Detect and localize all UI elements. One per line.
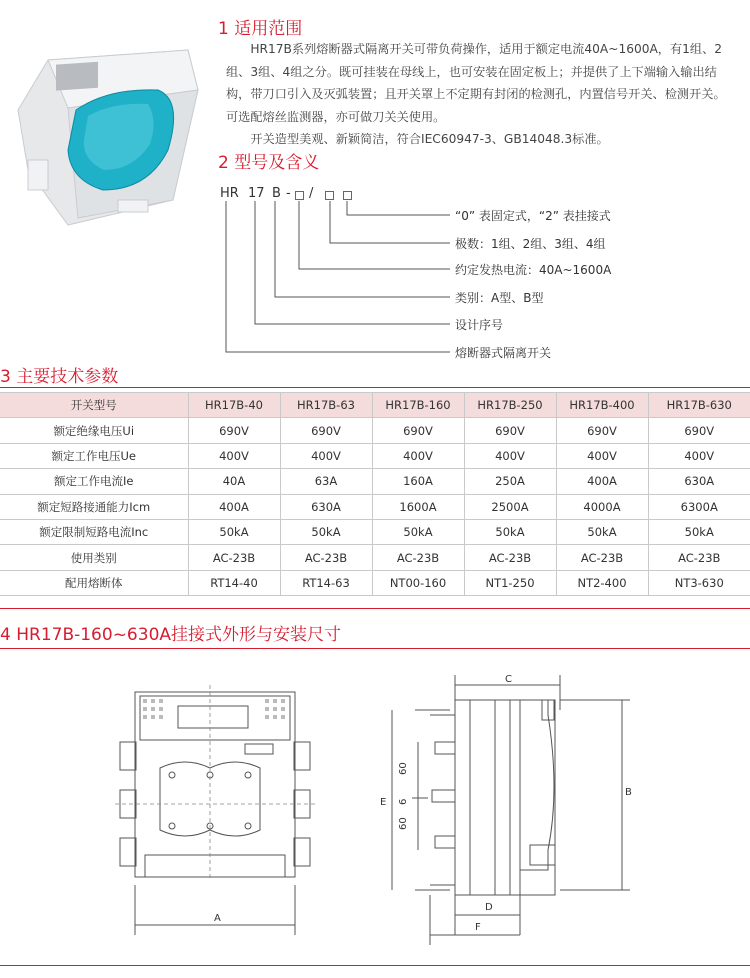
table-cell: 额定工作电压Ue: [0, 443, 188, 468]
section1-paragraph2: 开关造型美观、新颖简洁，符合IEC60947-3、GB14048.3标准。: [250, 132, 609, 146]
dim-label-c: C: [505, 674, 512, 685]
section1-title: 1 适用范围: [218, 19, 303, 39]
table-cell: NT2-400: [556, 570, 648, 595]
table-row: [0, 519, 750, 544]
table-cell: 250A: [464, 469, 556, 494]
legend-poles: 极数：1组、2组、3组、4组: [455, 237, 606, 251]
table-header-cell: HR17B-40: [188, 393, 280, 418]
table-cell: 400V: [464, 443, 556, 468]
table-cell: 690V: [648, 418, 750, 443]
table-header-cell: HR17B-63: [280, 393, 372, 418]
dim-label-e: E: [380, 797, 387, 808]
front-view-drawing: [110, 680, 320, 950]
table-cell: AC-23B: [648, 545, 750, 570]
table-cell: RT14-40: [188, 570, 280, 595]
table-cell: AC-23B: [372, 545, 464, 570]
table-row: [0, 494, 750, 519]
table-cell: RT14-63: [280, 570, 372, 595]
table-cell: 160A: [372, 469, 464, 494]
table-cell: 额定限制短路电流Inc: [0, 519, 188, 544]
table-cell: 使用类别: [0, 545, 188, 570]
table-row: [0, 418, 750, 443]
table-cell: 400V: [556, 443, 648, 468]
section3-divider: [0, 387, 750, 388]
section1-paragraph1: HR17B系列熔断器式隔离开关可带负荷操作，适用于额定电流40A~1600A，有1组、2组、3组、4组之分。既可挂装在母线上，也可安装在固定板上；并提供了上下端输入输出结构，带刀口引入及灭弧装置；且开关罩上不定期有封闭的检测孔，内置信号开关、检测开关。可选配熔丝监测器，亦可做刀关关使用。: [226, 42, 726, 124]
table-cell: 额定短路接通能力Icm: [0, 494, 188, 519]
table-cell: 额定工作电流Ie: [0, 469, 188, 494]
table-cell: AC-23B: [464, 545, 556, 570]
dim-label-b: B: [625, 787, 632, 798]
table-header-row: [0, 393, 750, 418]
model-code-slash: /: [309, 186, 314, 201]
table-cell: 690V: [280, 418, 372, 443]
legend-mount-type: “0” 表固定式，“2” 表挂接式: [455, 209, 611, 223]
dim-label-d: D: [485, 902, 493, 913]
section2-title: 2 型号及含义: [218, 153, 320, 173]
table-cell: 690V: [188, 418, 280, 443]
table-cell: 配用熔断体: [0, 570, 188, 595]
table-cell: AC-23B: [280, 545, 372, 570]
table-cell: 2500A: [464, 494, 556, 519]
dim-label-spacing-bottom: 60: [398, 817, 409, 830]
table-cell: 400V: [648, 443, 750, 468]
section3-title: 3 主要技术参数: [0, 367, 119, 387]
section4-title: 4 HR17B-160~630A挂接式外形与安装尺寸: [0, 625, 342, 645]
model-code-b: B: [272, 186, 281, 201]
model-code-leader-lines: [0, 0, 750, 370]
legend-design-series: 设计序号: [455, 318, 504, 332]
section4-divider-top: [0, 608, 750, 609]
table-cell: 690V: [372, 418, 464, 443]
table-header-cell: 开关型号: [0, 393, 188, 418]
table-cell: 额定绝缘电压Ui: [0, 418, 188, 443]
table-cell: 690V: [464, 418, 556, 443]
table-cell: 690V: [556, 418, 648, 443]
model-code-hr: HR: [220, 186, 239, 201]
table-row: [0, 443, 750, 468]
table-cell: 63A: [280, 469, 372, 494]
table-cell: AC-23B: [556, 545, 648, 570]
table-cell: 1600A: [372, 494, 464, 519]
table-row: [0, 545, 750, 570]
model-code-num: 17: [248, 186, 265, 201]
table-cell: 50kA: [188, 519, 280, 544]
table-cell: 50kA: [280, 519, 372, 544]
table-header-cell: HR17B-630: [648, 393, 750, 418]
table-cell: 4000A: [556, 494, 648, 519]
table-row: [0, 469, 750, 494]
table-cell: 400V: [372, 443, 464, 468]
footer-divider: [0, 965, 750, 966]
legend-product-name: 熔断器式隔离开关: [455, 346, 552, 360]
table-cell: 50kA: [372, 519, 464, 544]
dim-label-offset: 6: [398, 798, 409, 805]
spec-table: [0, 392, 750, 596]
side-view-drawing: [370, 670, 650, 950]
table-cell: AC-23B: [188, 545, 280, 570]
dim-label-spacing-top: 60: [398, 762, 409, 775]
table-cell: 400V: [188, 443, 280, 468]
table-header-cell: HR17B-250: [464, 393, 556, 418]
table-header-cell: HR17B-160: [372, 393, 464, 418]
table-cell: 400V: [280, 443, 372, 468]
table-cell: 400A: [556, 469, 648, 494]
table-cell: 6300A: [648, 494, 750, 519]
table-cell: 40A: [188, 469, 280, 494]
table-row: [0, 570, 750, 595]
table-cell: 50kA: [464, 519, 556, 544]
table-cell: 630A: [280, 494, 372, 519]
table-cell: NT3-630: [648, 570, 750, 595]
table-cell: 50kA: [648, 519, 750, 544]
legend-category: 类别：A型、B型: [455, 291, 544, 305]
legend-rated-current: 约定发热电流：40A~1600A: [455, 263, 612, 277]
section4-divider: [0, 648, 750, 649]
table-cell: NT00-160: [372, 570, 464, 595]
model-code-dash: -: [286, 186, 291, 201]
table-cell: 50kA: [556, 519, 648, 544]
table-cell: 400A: [188, 494, 280, 519]
table-header-cell: HR17B-400: [556, 393, 648, 418]
dim-label-a: A: [214, 913, 221, 924]
table-cell: 630A: [648, 469, 750, 494]
dim-label-f: F: [475, 922, 481, 933]
table-cell: NT1-250: [464, 570, 556, 595]
